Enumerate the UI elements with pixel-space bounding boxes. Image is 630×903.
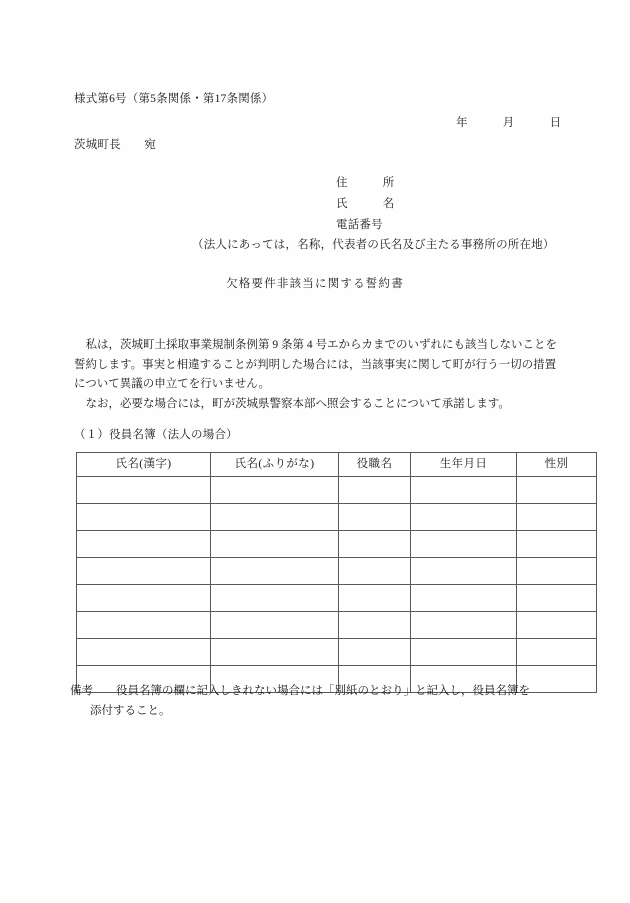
cell-name-furigana[interactable] [211, 504, 339, 531]
date-line: 年 月 日 [456, 117, 562, 129]
cell-position[interactable] [339, 531, 411, 558]
remark-line-1: 備考 役員名簿の欄に記入しきれない場合には「別紙のとおり」と記入し，役員名簿を [70, 685, 530, 697]
table-body [77, 477, 597, 693]
cell-name-furigana[interactable] [211, 639, 339, 666]
cell-name-kanji[interactable] [77, 504, 211, 531]
cell-name-kanji[interactable] [77, 612, 211, 639]
body-paragraph-1: 私は，茨城町土採取事業規制条例第 9 条第 4 号エからカまでのいずれにも該当しないことを誓約します。事実と相違することが判明した場合には，当該事実に関して町が行う一切の措置について異議の申立てを行いません。 [74, 339, 557, 390]
officer-roster-table-wrapper [76, 452, 596, 693]
cell-birthdate[interactable] [411, 477, 517, 504]
remark-note [70, 681, 570, 721]
cell-gender[interactable] [517, 585, 597, 612]
cell-name-furigana[interactable] [211, 477, 339, 504]
cell-name-furigana[interactable] [211, 558, 339, 585]
table-row[interactable] [77, 612, 597, 639]
cell-birthdate[interactable] [411, 639, 517, 666]
cell-position[interactable] [339, 585, 411, 612]
cell-name-kanji[interactable] [77, 558, 211, 585]
cell-name-furigana[interactable] [211, 531, 339, 558]
cell-gender[interactable] [517, 639, 597, 666]
page-title: 欠格要件非該当に関する誓約書 [226, 278, 404, 290]
cell-position[interactable] [339, 639, 411, 666]
cell-gender[interactable] [517, 612, 597, 639]
officer-roster-table [76, 452, 597, 693]
cell-position[interactable] [339, 504, 411, 531]
table-row[interactable] [77, 531, 597, 558]
cell-position[interactable] [339, 477, 411, 504]
column-header-name-furigana: 氏名(ふりがな) [211, 453, 339, 477]
address-label: 住 所 [336, 177, 395, 189]
cell-birthdate[interactable] [411, 504, 517, 531]
corporate-note: （法人にあっては，名称，代表者の氏名及び主たる事務所の所在地） [192, 239, 555, 251]
cell-birthdate[interactable] [411, 612, 517, 639]
body-text [74, 336, 560, 414]
table-row[interactable] [77, 504, 597, 531]
cell-name-kanji[interactable] [77, 639, 211, 666]
section-heading-officer-roster: （１）役員名簿（法人の場合） [74, 429, 238, 441]
cell-position[interactable] [339, 612, 411, 639]
cell-name-kanji[interactable] [77, 585, 211, 612]
cell-position[interactable] [339, 558, 411, 585]
cell-name-kanji[interactable] [77, 531, 211, 558]
cell-gender[interactable] [517, 504, 597, 531]
column-header-gender: 性別 [517, 453, 597, 477]
cell-birthdate[interactable] [411, 558, 517, 585]
cell-gender[interactable] [517, 558, 597, 585]
table-row[interactable] [77, 477, 597, 504]
table-row[interactable] [77, 585, 597, 612]
cell-birthdate[interactable] [411, 531, 517, 558]
cell-name-furigana[interactable] [211, 585, 339, 612]
form-number: 様式第6号（第5条関係・第17条関係） [74, 93, 274, 105]
addressee-line: 茨城町長 宛 [74, 139, 156, 151]
body-paragraph-2: なお，必要な場合には，町が茨城県警察本部へ照会することについて承諾します。 [74, 397, 510, 410]
cell-name-kanji[interactable] [77, 477, 211, 504]
column-header-position: 役職名 [339, 453, 411, 477]
cell-gender[interactable] [517, 477, 597, 504]
table-row[interactable] [77, 558, 597, 585]
cell-gender[interactable] [517, 531, 597, 558]
cell-birthdate[interactable] [411, 585, 517, 612]
remark-line-2: 添付すること。 [90, 705, 171, 717]
table-row[interactable] [77, 639, 597, 666]
cell-name-furigana[interactable] [211, 612, 339, 639]
column-header-birthdate: 生年月日 [411, 453, 517, 477]
table-header-row [77, 453, 597, 477]
phone-number-label: 電話番号 [336, 219, 383, 231]
column-header-name-kanji: 氏名(漢字) [77, 453, 211, 477]
name-label: 氏 名 [336, 198, 395, 210]
